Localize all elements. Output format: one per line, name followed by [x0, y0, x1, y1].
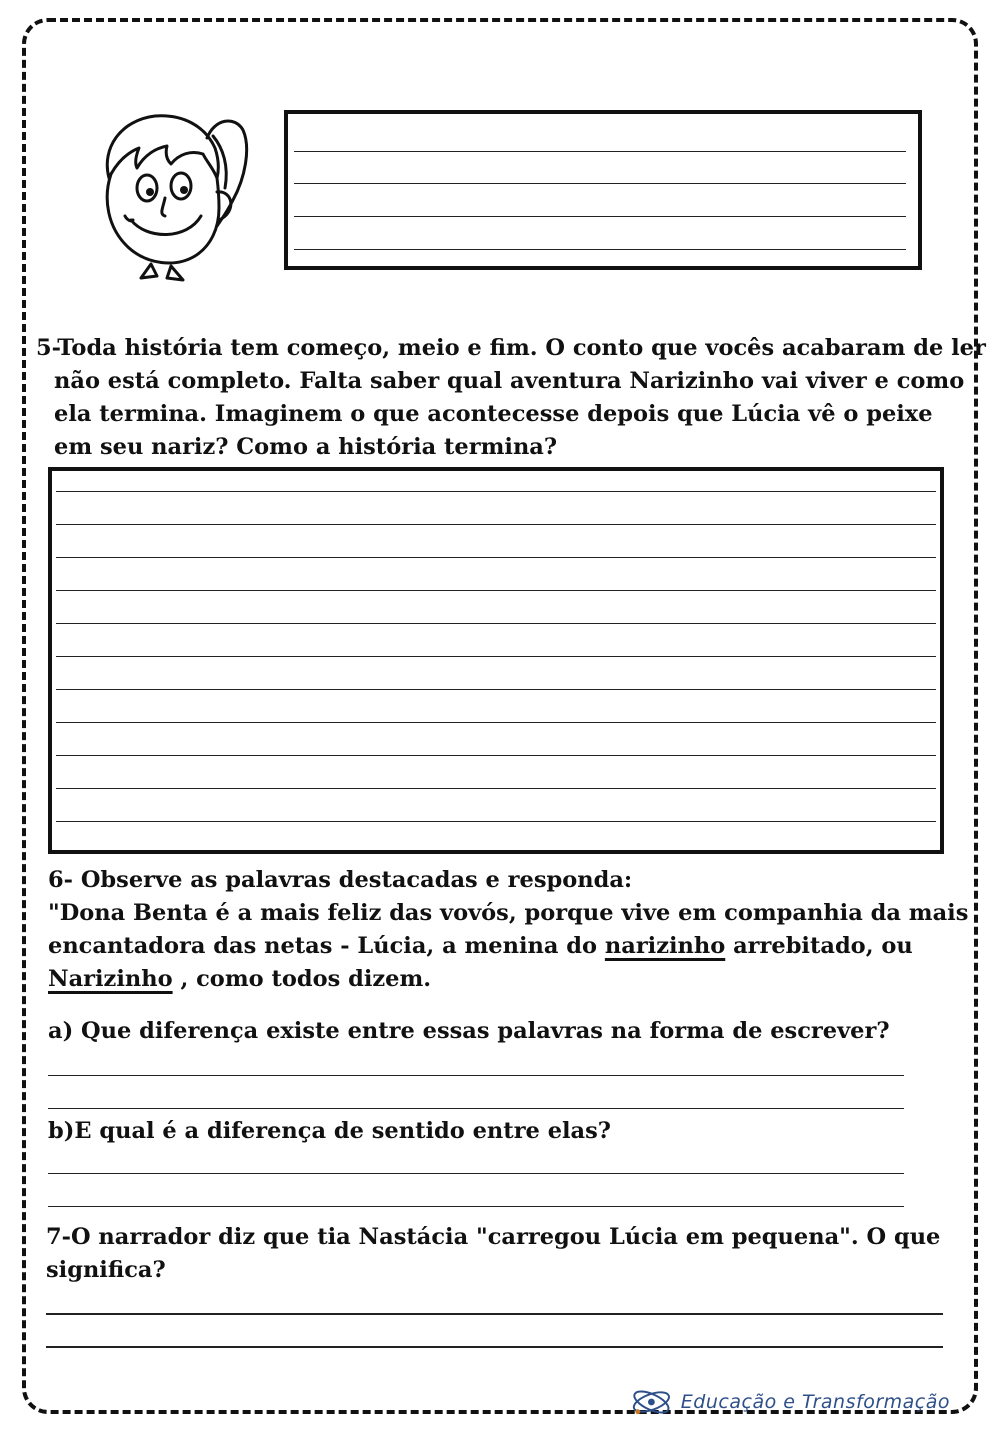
answer-line	[56, 821, 936, 822]
question-7-line: significa?	[46, 1257, 166, 1283]
answer-line	[56, 590, 936, 591]
answer-line	[294, 151, 906, 152]
girl-face-illustration	[95, 108, 255, 283]
question-6-heading: 6- Observe as palavras destacadas e responda:	[48, 867, 633, 893]
answer-line[interactable]	[48, 1206, 904, 1207]
answer-line	[294, 183, 906, 184]
answer-line[interactable]	[46, 1346, 943, 1348]
answer-line[interactable]	[48, 1108, 904, 1109]
answer-line	[56, 788, 936, 789]
question-5-line: 5-Toda história tem começo, meio e fim. O conto que vocês acabaram de ler	[36, 335, 986, 361]
question-6b: b)E qual é a diferença de sentido entre elas?	[48, 1118, 611, 1144]
answer-line[interactable]	[48, 1173, 904, 1174]
answer-line	[56, 491, 936, 492]
answer-line	[294, 216, 906, 217]
question-6-quote-line	[48, 930, 913, 963]
answer-line[interactable]	[48, 1075, 904, 1076]
question-5-line: ela termina. Imaginem o que acontecesse depois que Lúcia vê o peixe	[54, 401, 933, 427]
quote-text: encantadora das netas - Lúcia, a menina do	[48, 933, 605, 959]
answer-line[interactable]	[46, 1313, 943, 1315]
question-5-line: em seu nariz? Como a história termina?	[54, 434, 558, 460]
answer-line	[56, 689, 936, 690]
answer-line	[294, 249, 906, 250]
highlighted-word-narizinho: narizinho	[604, 933, 726, 959]
quote-text: arrebitado, ou	[725, 933, 913, 959]
answer-line	[56, 656, 936, 657]
answer-line	[56, 722, 936, 723]
question-7-line: 7-O narrador diz que tia Nastácia "carregou Lúcia em pequena". O que	[46, 1224, 941, 1250]
answer-line	[56, 623, 936, 624]
answer-line	[56, 524, 936, 525]
footer-logo	[630, 1382, 950, 1422]
name-answer-box[interactable]	[284, 110, 922, 270]
quote-text: , como todos dizem.	[172, 966, 432, 992]
footer-logo-text: Educação e Transformação	[680, 1391, 950, 1413]
highlighted-word-Narizinho: Narizinho	[48, 966, 173, 992]
answer-line	[56, 755, 936, 756]
question-5-answer-box[interactable]	[48, 467, 944, 854]
question-6-quote-line: "Dona Benta é a mais feliz das vovós, porque vive em companhia da mais	[48, 900, 969, 926]
answer-line	[56, 557, 936, 558]
question-5-line: não está completo. Falta saber qual aventura Narizinho vai viver e como	[54, 368, 965, 394]
atom-orbit-icon	[630, 1384, 673, 1420]
question-6-quote-line	[48, 963, 431, 996]
question-6a: a) Que diferença existe entre essas palavras na forma de escrever?	[48, 1018, 890, 1044]
